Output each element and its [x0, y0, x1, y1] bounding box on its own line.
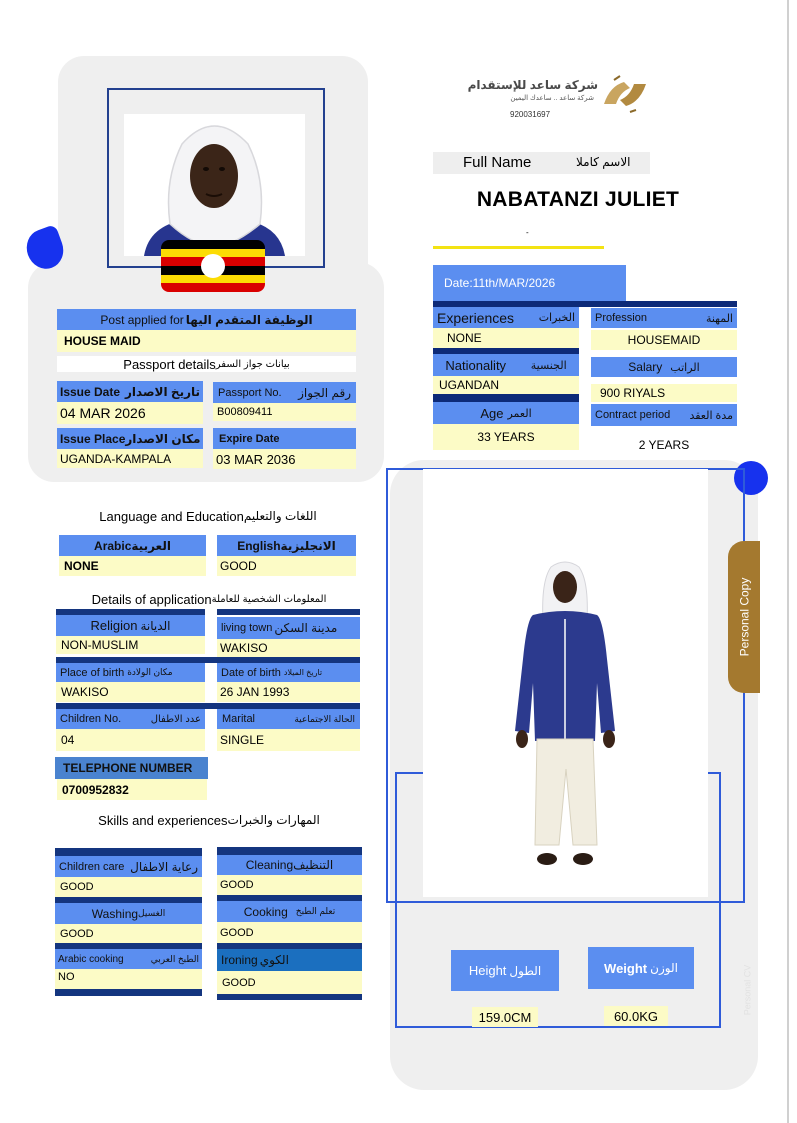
dob-value: 26 JAN 1993 — [217, 682, 360, 702]
telephone-label: TELEPHONE NUMBER — [55, 757, 208, 779]
town-label: living town مدينة السكن — [217, 617, 360, 639]
arabic-value: NONE — [59, 556, 206, 576]
religion-value: NON-MUSLIM — [56, 636, 205, 654]
full-name: NABATANZI JULIET — [476, 188, 680, 211]
height-label: Height الطول — [451, 950, 559, 991]
uganda-flag-icon — [161, 240, 265, 292]
language-section-header: Language and Education اللغات والتعليم — [58, 507, 358, 525]
experiences-label: Experiences الخبرات — [433, 307, 579, 328]
issue-place-label: Issue Place مكان الاصدار — [57, 428, 203, 449]
washing-value: GOOD — [55, 924, 202, 943]
full-name-label-ar: الاسم كاملا — [576, 155, 631, 169]
company-name: شركة ساعد للإستقدام — [467, 78, 598, 92]
childcare-value: GOOD — [55, 877, 202, 897]
dob-label: Date of birth تاريخ الميلاد — [217, 663, 360, 682]
post-label: Post applied for الوظيفة المتقدم اليها — [57, 309, 356, 330]
pob-value: WAKISO — [56, 682, 205, 702]
marital-value: SINGLE — [217, 729, 360, 751]
arabic-cooking-label: Arabic cooking الطبخ العربي — [55, 949, 202, 969]
nationality-label: Nationality الجنسية — [433, 354, 579, 376]
pob-label: Place of birth مكان الولادة — [56, 663, 205, 682]
watermark: Personal CV — [742, 964, 752, 1016]
expire-label: Expire Date — [213, 428, 356, 449]
height-value: 159.0CM — [472, 1007, 538, 1027]
passport-no-label: Passport No. رقم الجواز — [213, 382, 356, 403]
arabic-label: Arabic العربية — [59, 535, 206, 556]
children-label: Children No. عدد الاطفال — [56, 709, 205, 729]
issue-date-label: Issue Date تاريخ الاصدار — [57, 381, 203, 402]
expire-value: 03 MAR 2036 — [213, 449, 356, 469]
skills-section-header: Skills and experiences المهارات والخبرات — [58, 811, 360, 829]
passport-no-value: B00809411 — [213, 403, 356, 421]
age-label: Age العمر — [433, 402, 579, 424]
page-edge — [787, 0, 789, 1123]
childcare-label: Children care رعاية الاطفال — [55, 856, 202, 877]
nationality-value: UGANDAN — [433, 376, 579, 394]
weight-value: 60.0KG — [604, 1006, 668, 1026]
company-tagline: شركة ساعد .. ساعدك اليمين — [510, 95, 594, 102]
passport-section-header: Passport details بيانات جواز السفر — [57, 356, 356, 372]
childcare-bar — [55, 848, 202, 856]
weight-label: Weight الوزن — [588, 947, 694, 989]
religion-label: Religion الديانة — [56, 615, 205, 636]
town-value: WAKISO — [217, 639, 360, 657]
yellow-divider — [433, 246, 604, 249]
company-logo — [467, 70, 650, 126]
cleaning-bar — [217, 847, 362, 855]
ironing-label: Ironing الكوي — [217, 949, 362, 971]
headshot-photo — [124, 114, 305, 256]
date-label: Date:11th/MAR/2026 — [433, 265, 626, 301]
experiences-value: NONE — [433, 328, 579, 348]
washing-label: Washing الغسيل — [55, 903, 202, 924]
name-dash: - — [526, 228, 529, 237]
cooking-label: Cooking تعلم الطبخ — [217, 901, 362, 922]
salary-value: 900 RIYALS — [591, 384, 737, 402]
ironing-bottom-bar — [217, 994, 362, 1000]
salary-label: Salary الراتب — [591, 357, 737, 377]
arabic-cooking-value: NO — [55, 969, 202, 989]
age-value: 33 YEARS — [433, 424, 579, 450]
issue-place-value: UGANDA-KAMPALA — [57, 449, 203, 468]
english-label: English الانجليزية — [217, 535, 356, 556]
telephone-value: 0700952832 — [57, 779, 207, 800]
hands-logo-icon — [600, 74, 650, 114]
contract-value: 2 YEARS — [591, 426, 737, 452]
english-value: GOOD — [217, 556, 356, 576]
arabic-cooking-bottom-bar — [55, 989, 202, 996]
ironing-value: GOOD — [217, 971, 362, 994]
post-value: HOUSE MAID — [57, 330, 356, 352]
full-name-label: Full Name — [463, 154, 532, 171]
marital-label: Marital الحالة الاجتماعية — [217, 709, 360, 729]
profession-value: HOUSEMAID — [591, 330, 737, 350]
cooking-value: GOOD — [217, 922, 362, 943]
age-bar — [433, 394, 579, 402]
details-section-header: Details of application المعلومات الشخصية للعاملة — [58, 590, 360, 608]
personal-copy-tab: Personal Copy — [728, 541, 760, 693]
contract-label: Contract period مدة العقد — [591, 404, 737, 426]
town-bar — [217, 609, 360, 615]
profession-label: Profession المهنة — [591, 308, 737, 328]
fullbody-photo — [423, 469, 708, 897]
company-phone: 920031697 — [510, 110, 551, 119]
children-value: 04 — [56, 729, 205, 751]
issue-date-value: 04 MAR 2026 — [57, 402, 203, 424]
cleaning-label: Cleaning التنظيف — [217, 855, 362, 875]
cleaning-value: GOOD — [217, 875, 362, 895]
